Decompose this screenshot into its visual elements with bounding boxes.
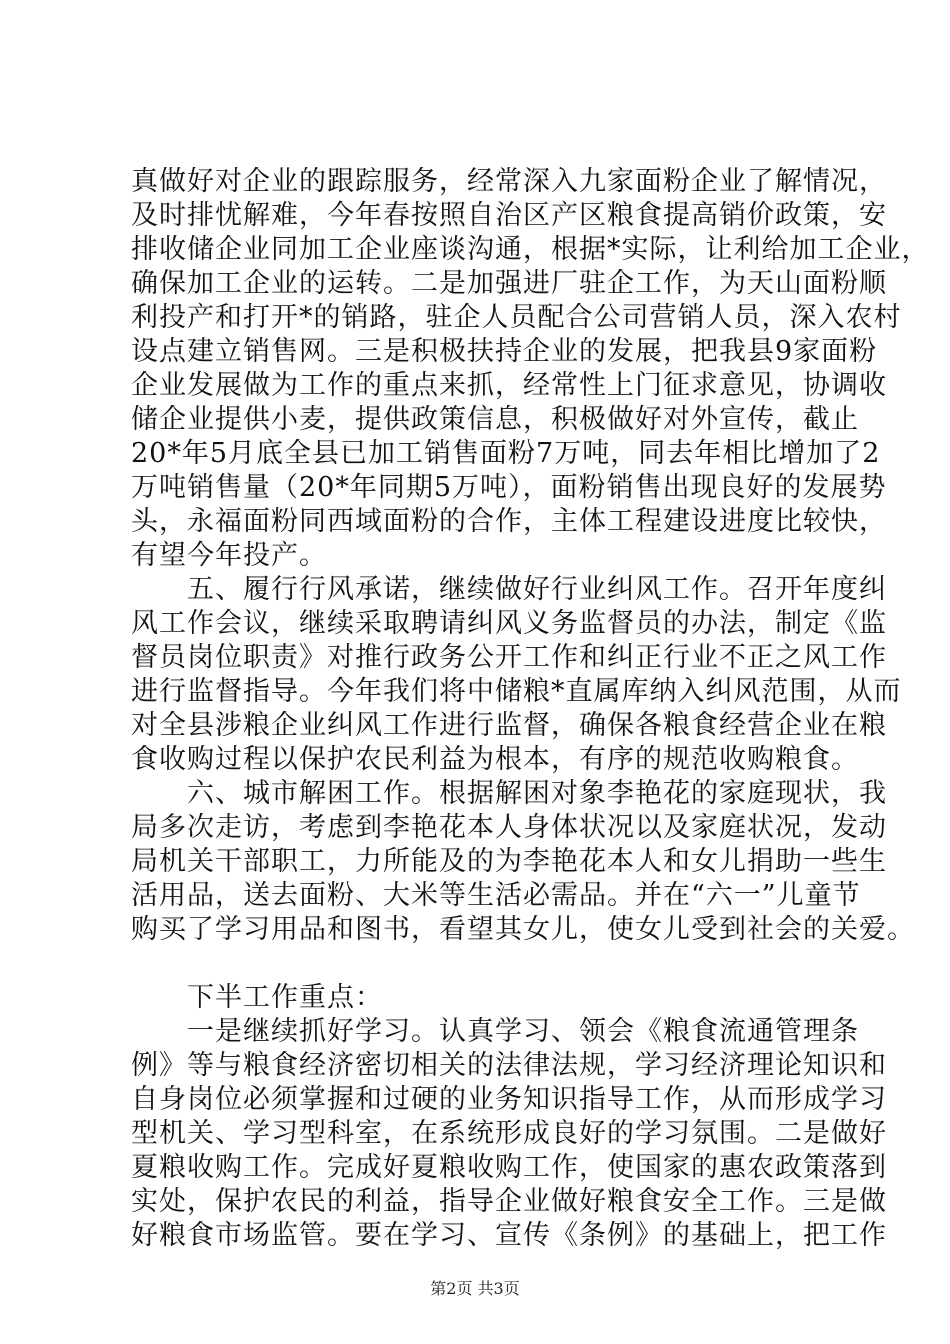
section-heading-line: 下半工作重点： [131, 982, 383, 1013]
text-line: 局机关干部职工，力所能及的为李艳花本人和女儿捐助一些生 [131, 846, 887, 877]
text-line: 利投产和打开*的销路，驻企人员配合公司营销人员，深入农村 [131, 302, 902, 333]
text-line: 实处，保护农民的利益，指导企业做好粮食安全工作。三是做 [131, 1186, 887, 1217]
text-line: 确保加工企业的运转。二是加强进厂驻企工作，为天山面粉顺 [131, 268, 887, 299]
text-line: 头，永福面粉同西域面粉的合作，主体工程建设进度比较快， [131, 506, 887, 537]
text-line: 及时排忧解难，今年春按照自治区产区粮食提高销价政策，安 [131, 200, 887, 231]
section-heading-line: 五、履行行风承诺，继续做好行业纠风工作。召开年度纠 [131, 574, 887, 605]
text-line: 设点建立销售网。三是积极扶持企业的发展，把我县9家面粉 [131, 336, 878, 367]
text-line: 进行监督指导。今年我们将中储粮*直属库纳入纠风范围，从而 [131, 676, 902, 707]
text-line: 企业发展做为工作的重点来抓，经常性上门征求意见，协调收 [131, 370, 887, 401]
text-line: 食收购过程以保护农民利益为根本，有序的规范收购粮食。 [131, 744, 859, 775]
text-line: 自身岗位必须掌握和过硬的业务知识指导工作，从而形成学习 [131, 1084, 887, 1115]
text-line: 万吨销售量（20*年同期5万吨），面粉销售出现良好的发展势 [131, 472, 887, 503]
text-line: 真做好对企业的跟踪服务，经常深入九家面粉企业了解情况， [131, 166, 887, 197]
page-number-footer: 第2页 共3页 [430, 1279, 520, 1298]
section-heading-line: 六、城市解困工作。根据解困对象李艳花的家庭现状，我 [131, 778, 887, 809]
text-line: 20*年5月底全县已加工销售面粉7万吨，同去年相比增加了2 [131, 438, 881, 469]
text-line: 督员岗位职责》对推行政务公开工作和纠正行业不正之风工作 [131, 642, 887, 673]
text-line: 储企业提供小麦，提供政策信息，积极做好对外宣传，截止 [131, 404, 859, 435]
text-line: 风工作会议，继续采取聘请纠风义务监督员的办法，制定《监 [131, 608, 887, 639]
text-line: 排收储企业同加工企业座谈沟通，根据*实际，让利给加工企业， [131, 234, 930, 265]
text-line: 活用品，送去面粉、大米等生活必需品。并在“六一”儿童节 [131, 880, 861, 911]
text-line: 一是继续抓好学习。认真学习、领会《粮食流通管理条 [131, 1016, 859, 1047]
text-line: 购买了学习用品和图书，看望其女儿，使女儿受到社会的关爱。 [131, 914, 915, 945]
text-line: 例》等与粮食经济密切相关的法律法规，学习经济理论知识和 [131, 1050, 887, 1081]
text-line: 对全县涉粮企业纠风工作进行监督，确保各粮食经营企业在粮 [131, 710, 887, 741]
text-line: 局多次走访，考虑到李艳花本人身体状况以及家庭状况，发动 [131, 812, 887, 843]
text-line: 夏粮收购工作。完成好夏粮收购工作，使国家的惠农政策落到 [131, 1152, 887, 1183]
text-line: 型机关、学习型科室，在系统形成良好的学习氛围。二是做好 [131, 1118, 887, 1149]
text-line: 好粮食市场监管。要在学习、宣传《条例》的基础上，把工作 [131, 1220, 887, 1251]
text-line: 有望今年投产。 [131, 540, 327, 571]
